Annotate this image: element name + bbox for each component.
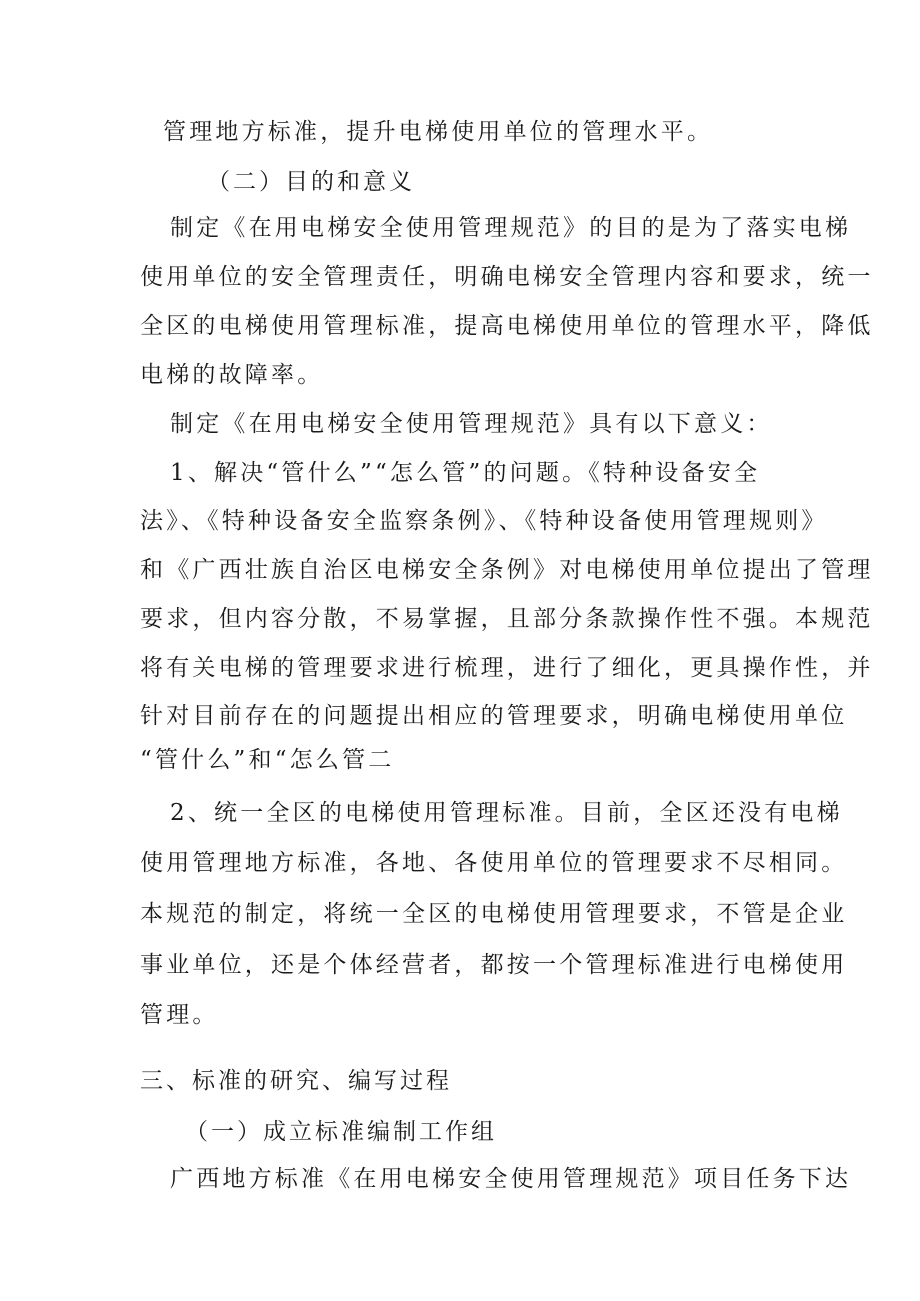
paragraph-line: “管什么”和“怎么管二 xyxy=(140,747,395,773)
section-heading: 三、标准的研究、编写过程 xyxy=(140,1068,452,1094)
paragraph-line: 管理。 xyxy=(140,1002,219,1028)
paragraph-line: 制定《在用电梯安全使用管理规范》的目的是为了落实电梯 xyxy=(170,215,852,241)
paragraph-line: 全区的电梯使用管理标准，提高电梯使用单位的管理水平，降低 xyxy=(140,313,874,339)
paragraph-line: 使用单位的安全管理责任，明确电梯安全管理内容和要求，统一 xyxy=(140,264,874,290)
paragraph-line: 法》、《特种设备安全监察条例》、《特种设备使用管理规则》 xyxy=(140,508,828,534)
paragraph-line: 1、解决“管什么”“怎么管”的问题。《特种设备安全 xyxy=(170,460,761,486)
paragraph-line: 管理地方标准，提升电梯使用单位的管理水平。 xyxy=(163,119,714,145)
paragraph-line: 事业单位，还是个体经营者，都按一个管理标准进行电梯使用 xyxy=(140,952,848,978)
section-heading: （二）目的和意义 xyxy=(207,169,415,195)
paragraph-line: 电梯的故障率。 xyxy=(140,362,324,388)
paragraph-line: 本规范的制定，将统一全区的电梯使用管理要求，不管是企业 xyxy=(140,901,848,927)
paragraph-line: 使用管理地方标准，各地、各使用单位的管理要求不尽相同。 xyxy=(140,850,848,876)
paragraph-line: 制定《在用电梯安全使用管理规范》具有以下意义： xyxy=(170,411,773,437)
paragraph-line: 针对目前存在的问题提出相应的管理要求，明确电梯使用单位 xyxy=(140,703,848,729)
paragraph-line: 将有关电梯的管理要求进行梳理，进行了细化，更具操作性，并 xyxy=(140,655,874,681)
paragraph-line: 要求，但内容分散，不易掌握，且部分条款操作性不强。本规范 xyxy=(140,606,874,632)
paragraph-line: 和《广西壮族自治区电梯安全条例》对电梯使用单位提出了管理 xyxy=(140,557,874,583)
section-heading: （一）成立标准编制工作组 xyxy=(185,1119,497,1145)
paragraph-line: 2、统一全区的电梯使用管理标准。目前，全区还没有电梯 xyxy=(170,800,843,826)
paragraph-line: 广西地方标准《在用电梯安全使用管理规范》项目任务下达 xyxy=(170,1166,852,1192)
